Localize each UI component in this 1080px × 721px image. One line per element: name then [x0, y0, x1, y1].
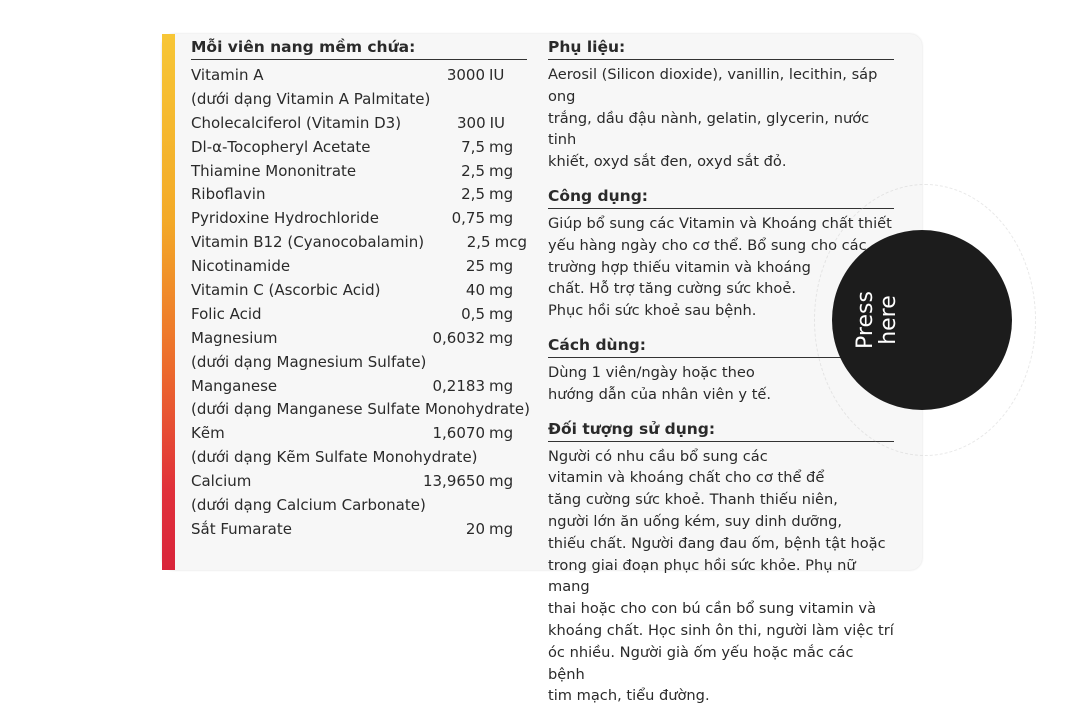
- ingredient-name: Folic Acid: [191, 304, 262, 323]
- ingredient-unit: IU: [489, 113, 506, 132]
- ingredients-column: [191, 38, 530, 542]
- ingredient-name: Sắt Fumarate: [191, 519, 292, 538]
- color-stripe: [162, 34, 175, 570]
- ingredients-list: [191, 64, 530, 542]
- section-text: Người có nhu cầu bổ sung các vitamin và khoáng chất cho cơ thể để tăng cường sức khoẻ. Thanh thiếu niên, người lớn ăn uống kém, suy dinh dưỡng, thiếu chất. Người đang đau ốm, bệnh tật hoặc trong giai đoạn phục hồi sức khỏe. Phụ nữ mang thai hoặc cho con bú cần bổ sung vitamin và khoáng chất. Học sinh ôn thi, người làm việc trí óc nhiều. Người già ốm yếu hoặc mắc các bệnh tim mạch, tiểu đường.: [548, 447, 894, 705]
- ingredient-amount: 25: [465, 257, 485, 276]
- section-text: Aerosil (Silicon dioxide), vanillin, lecithin, sáp ong trắng, dầu đậu nành, gelatin, glycerin, nước tinh khiết, oxyd sắt đen, oxyd sắt đỏ.: [548, 66, 878, 171]
- ingredient-row: [191, 470, 527, 494]
- ingredient-unit: mg: [489, 161, 514, 180]
- ingredients-heading: Mỗi viên nang mềm chứa:: [191, 38, 527, 60]
- ingredient-unit: mg: [489, 209, 514, 228]
- section-heading: Phụ liệu:: [548, 38, 894, 60]
- ingredient-amount: 2,5: [461, 185, 485, 204]
- ingredient-amount: 1,6070: [432, 424, 485, 443]
- info-section: [548, 420, 894, 708]
- ingredient-row: [191, 207, 527, 231]
- ingredient-unit: IU: [489, 66, 505, 84]
- ingredient-row: [191, 136, 527, 160]
- ingredient-note: (dưới dạng Magnesium Sulfate): [191, 352, 427, 371]
- ingredient-amount: 2,5: [461, 161, 485, 180]
- ingredient-note: (dưới dạng Calcium Carbonate): [191, 496, 426, 515]
- ingredient-name: Dl-α-Tocopheryl Acetate: [191, 137, 371, 156]
- ingredient-unit: mg: [489, 137, 514, 156]
- section-text: Giúp bổ sung các Vitamin và Khoáng chất thiết yếu hàng ngày cho cơ thể. Bổ sung cho các trường hợp thiếu vitamin và khoáng chất. Hỗ trợ tăng cường sức khoẻ. Phục hồi sức khoẻ sau bệnh.: [548, 214, 892, 320]
- ingredient-amount: 40: [465, 281, 485, 300]
- ingredient-name: Thiamine Mononitrate: [191, 161, 357, 180]
- ingredient-row: [191, 422, 527, 446]
- ingredient-name: Cholecalciferol (Vitamin D3): [191, 113, 402, 132]
- press-label-line2: here: [876, 295, 901, 345]
- ingredient-amount: 0,6032: [432, 328, 485, 347]
- ingredient-row: [191, 279, 527, 303]
- press-label-line1: Press: [853, 291, 878, 349]
- ingredient-unit: mg: [489, 472, 514, 491]
- ingredient-name: Riboflavin: [191, 185, 266, 204]
- ingredient-amount: 300: [456, 113, 486, 132]
- section-heading: Đối tượng sử dụng:: [548, 420, 894, 442]
- ingredient-note: (dưới dạng Vitamin A Palmitate): [191, 89, 431, 108]
- ingredient-row: [191, 183, 527, 207]
- ingredient-name: Calcium: [191, 472, 252, 491]
- ingredient-amount: 0,75: [451, 209, 485, 228]
- ingredient-amount: 13,9650: [422, 472, 485, 491]
- ingredient-unit: mg: [489, 519, 514, 538]
- info-section: [548, 38, 894, 173]
- section-heading: Công dụng:: [548, 187, 894, 209]
- ingredient-amount: 3000: [446, 66, 485, 84]
- ingredient-name: Vitamin B12 (Cyanocobalamin): [191, 233, 425, 252]
- ingredient-row: [191, 518, 527, 542]
- ingredient-name: Magnesium: [191, 328, 278, 347]
- ingredient-row: [191, 327, 527, 351]
- ingredient-amount: 0,5: [461, 304, 485, 323]
- ingredient-note: (dưới dạng Manganese Sulfate Monohydrate): [191, 400, 530, 419]
- ingredient-note: (dưới dạng Kẽm Sulfate Monohydrate): [191, 448, 478, 467]
- ingredient-amount: 2,5: [466, 233, 491, 252]
- ingredient-row: [191, 303, 527, 327]
- ingredient-amount: 0,2183: [432, 376, 485, 395]
- ingredient-name: Vitamin C (Ascorbic Acid): [191, 281, 381, 300]
- ingredient-unit: mg: [489, 328, 514, 347]
- section-text: Dùng 1 viên/ngày hoặc theo hướng dẫn của nhân viên y tế.: [548, 363, 772, 403]
- ingredient-name: Vitamin A: [191, 66, 264, 84]
- section-heading: Cách dùng:: [548, 336, 894, 358]
- ingredient-unit: mg: [489, 185, 514, 204]
- product-box-panel: [162, 34, 922, 705]
- ingredient-name: Kẽm: [191, 424, 225, 443]
- ingredient-unit: mg: [489, 424, 514, 443]
- ingredient-row: [191, 255, 527, 279]
- ingredient-unit: mg: [489, 281, 514, 300]
- ingredient-unit: mcg: [494, 233, 527, 252]
- ingredient-name: Manganese: [191, 376, 278, 395]
- ingredient-row: [191, 160, 527, 184]
- ingredient-unit: mg: [489, 376, 514, 395]
- ingredient-row: [191, 112, 527, 136]
- ingredient-row: [191, 231, 527, 255]
- press-here-label[interactable]: [853, 270, 901, 370]
- ingredient-row: [191, 64, 527, 88]
- ingredient-unit: mg: [489, 257, 514, 276]
- ingredient-unit: mg: [489, 304, 514, 323]
- ingredient-amount: 20: [465, 519, 485, 538]
- ingredient-amount: 7,5: [461, 137, 485, 156]
- ingredient-name: Nicotinamide: [191, 257, 291, 276]
- ingredient-row: [191, 375, 527, 399]
- ingredient-name: Pyridoxine Hydrochloride: [191, 209, 379, 228]
